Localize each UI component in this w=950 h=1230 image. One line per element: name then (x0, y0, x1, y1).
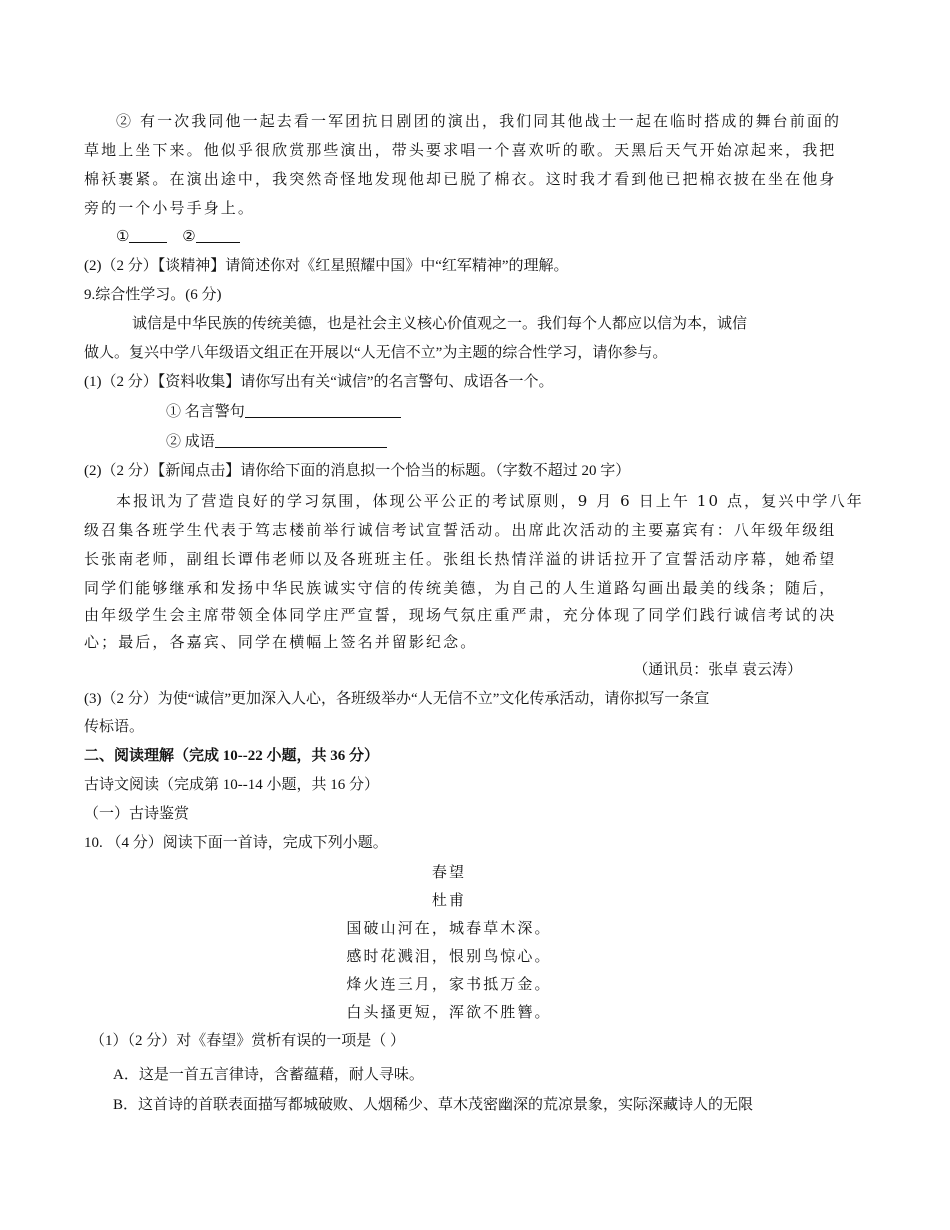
news-byline: （通讯员：张卓 袁云涛） (633, 662, 802, 678)
poem-title: 春望 (431, 863, 467, 881)
idiom-blank[interactable] (215, 431, 387, 448)
section-heading: 二、阅读理解（完成 10--22 小题，共 36 分） (84, 748, 379, 764)
news-line: 级召集各班学生代表于笃志楼前举行诚信考试宣誓活动。出席此次活动的主要嘉宾有：八年级年级组 (84, 521, 837, 539)
subsection-heading: 古诗文阅读（完成第 10--14 小题，共 16 分） (84, 777, 379, 793)
question-9-title: 9.综合性学习。(6 分) (84, 287, 222, 303)
part-heading: （一）古诗鉴赏 (84, 806, 190, 822)
poem-line: 烽火连三月，家书抵万金。 (346, 975, 552, 993)
news-line: 由年级学生会主席带领全体同学庄严宣誓，现场气氛庄重严肃，充分体现了同学们践行诚信考试的决 (84, 606, 837, 624)
question-10: 10. （4 分）阅读下面一首诗，完成下列小题。 (84, 835, 388, 851)
idiom-answer-row: ② 成语 (166, 431, 896, 452)
question-9-3: (3)（2 分）为使“诚信”更加深入人心，各班级举办“人无信不立”文化传承活动，请你拟写一条宣 (84, 691, 710, 707)
poem-line: 感时花溅泪，恨别鸟惊心。 (346, 947, 552, 965)
news-line: 同学们能够继承和发扬中华民族诚实守信的传统美德，为自己的人生道路勾画出最美的线条；随后， (84, 579, 837, 597)
intro-line: 做人。复兴中学八年级语文组正在开展以“人无信不立”为主题的综合性学习，请你参与。 (84, 345, 668, 361)
poem-line: 国破山河在，城春草木深。 (346, 919, 552, 937)
answer-blanks: ① ② (116, 226, 846, 246)
question-8-2: (2)（2 分）【谈精神】请简述你对《红星照耀中国》中“红军精神”的理解。 (84, 258, 569, 274)
intro-line: 诚信是中华民族的传统美德，也是社会主义核心价值观之一。我们每个人都应以信为本，诚信 (132, 316, 748, 332)
question-10-1: （1）（2 分）对《春望》赏析有误的一项是（ ） (90, 1033, 406, 1049)
question-9-2: (2)（2 分）【新闻点击】请你给下面的消息拟一个恰当的标题。（字数不超过 20 字） (84, 463, 631, 479)
news-line: 心；最后，各嘉宾、同学在横幅上签名并留影纪念。 (84, 633, 478, 651)
passage-line: ② 有一次我同他一起去看一军团抗日剧团的演出，我们同其他战士一起在临时搭成的舞台前面的 (116, 112, 842, 130)
quote-blank[interactable] (245, 401, 401, 418)
option-b[interactable]: B．这首诗的首联表面描写都城破败、人烟稀少、草木茂密幽深的荒凉景象，实际深藏诗人的无限 (113, 1097, 754, 1113)
blank-line[interactable] (129, 226, 167, 243)
passage-line: 旁的一个小号手身上。 (84, 199, 256, 217)
poem-line: 白头搔更短，浑欲不胜簪。 (346, 1003, 552, 1021)
question-9-1: (1)（2 分）【资料收集】请你写出有关“诚信”的名言警句、成语各一个。 (84, 374, 554, 390)
quote-answer-row: ① 名言警句 (166, 401, 896, 422)
blank-line[interactable] (196, 226, 240, 243)
passage-line: 棉袄裹紧。在演出途中，我突然奇怪地发现他却已脱了棉衣。这时我才看到他已把棉衣披在坐在他身 (84, 170, 837, 188)
poem-author: 杜甫 (431, 891, 467, 909)
question-9-3-cont: 传标语。 (84, 719, 145, 735)
news-line: 长张南老师，副组长谭伟老师以及各班班主任。张组长热情洋溢的讲话拉开了宣誓活动序幕，她希望 (84, 550, 837, 568)
news-line: 本报讯为了营造良好的学习氛围，体现公平公正的考试原则，9 月 6 日上午 10 点，复兴中学八年 (116, 492, 864, 510)
option-a[interactable]: A．这是一首五言律诗，含蓄蕴藉，耐人寻味。 (113, 1067, 424, 1083)
passage-line: 草地上坐下来。他似乎很欣赏那些演出，带头要求唱一个喜欢听的歌。天黑后天气开始凉起来，我把 (84, 141, 837, 159)
